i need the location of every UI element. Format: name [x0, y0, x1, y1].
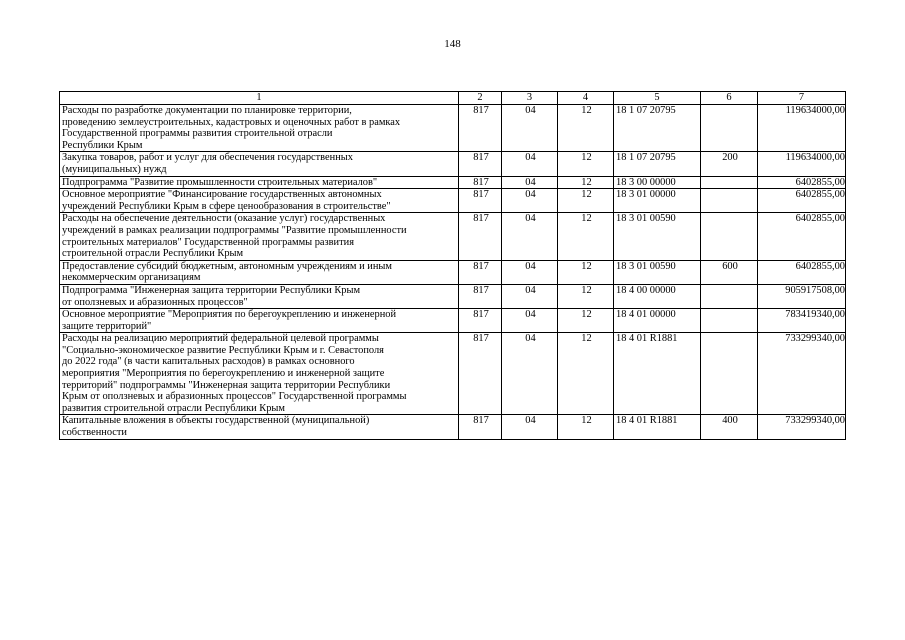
row-code-4: 12	[558, 213, 614, 260]
row-code-4: 12	[558, 260, 614, 284]
row-name: Подпрограмма "Развитие промышленности строительных материалов"	[60, 176, 459, 189]
row-amount: 6402855,00	[758, 189, 846, 213]
row-amount: 119634000,00	[758, 152, 846, 176]
row-name: Расходы на реализацию мероприятий федеральной целевой программы "Социально-экономическое развитие Республики Крым и г. Севастополя до 2022 года" (в части капитальных расходов) в рамках основного мероприятия "Мероприятия по берегоукреплению и инженерной защите территорий" подпрограммы "Инженерная защита территории Республики Крым от оползневых и абразионных процессов" Государственной программы развития строительной отрасли Республики Крым	[60, 333, 459, 415]
row-code-2: 817	[459, 152, 502, 176]
row-amount: 905917508,00	[758, 284, 846, 308]
table-row	[60, 176, 846, 189]
row-code-4: 12	[558, 176, 614, 189]
table-row	[60, 333, 846, 415]
row-code-2: 817	[459, 284, 502, 308]
row-code-4: 12	[558, 284, 614, 308]
row-code-2: 817	[459, 309, 502, 333]
column-header-7: 7	[758, 92, 846, 105]
row-code-5: 18 4 00 00000	[614, 284, 701, 308]
column-header-3: 3	[502, 92, 558, 105]
row-name: Предоставление субсидий бюджетным, автономным учреждениям и иным некоммерческим организациям	[60, 260, 459, 284]
row-code-4: 12	[558, 309, 614, 333]
row-code-6	[701, 176, 758, 189]
table-row	[60, 213, 846, 260]
row-code-4: 12	[558, 152, 614, 176]
table-row	[60, 260, 846, 284]
row-name: Расходы на обеспечение деятельности (оказание услуг) государственных учреждений в рамках реализации подпрограммы "Развитие промышленности строительных материалов" Государственной программы развития строительной отрасли Республики Крым	[60, 213, 459, 260]
column-header-2: 2	[459, 92, 502, 105]
row-code-6: 400	[701, 415, 758, 439]
row-code-6	[701, 309, 758, 333]
row-code-3: 04	[502, 152, 558, 176]
row-name: Капитальные вложения в объекты государственной (муниципальной) собственности	[60, 415, 459, 439]
row-code-5: 18 3 00 00000	[614, 176, 701, 189]
row-code-6	[701, 213, 758, 260]
row-code-3: 04	[502, 415, 558, 439]
table-row	[60, 309, 846, 333]
row-code-3: 04	[502, 105, 558, 152]
column-header-1: 1	[60, 92, 459, 105]
table-header-row	[60, 92, 846, 105]
row-amount: 783419340,00	[758, 309, 846, 333]
row-code-2: 817	[459, 176, 502, 189]
row-code-6	[701, 105, 758, 152]
row-code-5: 18 3 01 00590	[614, 213, 701, 260]
row-code-2: 817	[459, 260, 502, 284]
row-code-4: 12	[558, 333, 614, 415]
row-code-2: 817	[459, 105, 502, 152]
row-code-6: 200	[701, 152, 758, 176]
row-code-5: 18 4 01 R1881	[614, 415, 701, 439]
row-name: Закупка товаров, работ и услуг для обеспечения государственных (муниципальных) нужд	[60, 152, 459, 176]
page-number: 148	[444, 38, 461, 50]
row-code-2: 817	[459, 213, 502, 260]
row-code-3: 04	[502, 213, 558, 260]
row-code-6	[701, 284, 758, 308]
row-code-5: 18 3 01 00000	[614, 189, 701, 213]
row-code-2: 817	[459, 415, 502, 439]
column-header-5: 5	[614, 92, 701, 105]
row-code-2: 817	[459, 333, 502, 415]
row-code-5: 18 4 01 00000	[614, 309, 701, 333]
table-row	[60, 284, 846, 308]
row-code-6	[701, 189, 758, 213]
table-row	[60, 105, 846, 152]
row-code-3: 04	[502, 284, 558, 308]
row-code-4: 12	[558, 415, 614, 439]
budget-table	[59, 91, 846, 440]
row-name: Основное мероприятие "Мероприятия по берегоукреплению и инженерной защите территорий"	[60, 309, 459, 333]
row-code-3: 04	[502, 176, 558, 189]
table-row	[60, 152, 846, 176]
row-code-3: 04	[502, 260, 558, 284]
row-amount: 733299340,00	[758, 415, 846, 439]
row-code-5: 18 1 07 20795	[614, 105, 701, 152]
table-row	[60, 415, 846, 439]
row-code-5: 18 4 01 R1881	[614, 333, 701, 415]
column-header-4: 4	[558, 92, 614, 105]
row-code-3: 04	[502, 309, 558, 333]
row-code-3: 04	[502, 189, 558, 213]
row-code-4: 12	[558, 105, 614, 152]
row-amount: 6402855,00	[758, 213, 846, 260]
row-code-5: 18 1 07 20795	[614, 152, 701, 176]
row-name: Основное мероприятие "Финансирование государственных автономных учреждений Республики Крым в сфере ценообразования в строительстве"	[60, 189, 459, 213]
row-amount: 119634000,00	[758, 105, 846, 152]
row-code-6	[701, 333, 758, 415]
row-code-3: 04	[502, 333, 558, 415]
row-name: Расходы по разработке документации по планировке территории, проведению землеустроительных, кадастровых и оценочных работ в рамках Государственной программы развития строительной отрасли Республики Крым	[60, 105, 459, 152]
row-amount: 6402855,00	[758, 260, 846, 284]
column-header-6: 6	[701, 92, 758, 105]
table-row	[60, 189, 846, 213]
row-code-4: 12	[558, 189, 614, 213]
row-code-2: 817	[459, 189, 502, 213]
row-name: Подпрограмма "Инженерная защита территории Республики Крым от оползневых и абразионных процессов"	[60, 284, 459, 308]
row-amount: 6402855,00	[758, 176, 846, 189]
row-code-5: 18 3 01 00590	[614, 260, 701, 284]
row-code-6: 600	[701, 260, 758, 284]
row-amount: 733299340,00	[758, 333, 846, 415]
